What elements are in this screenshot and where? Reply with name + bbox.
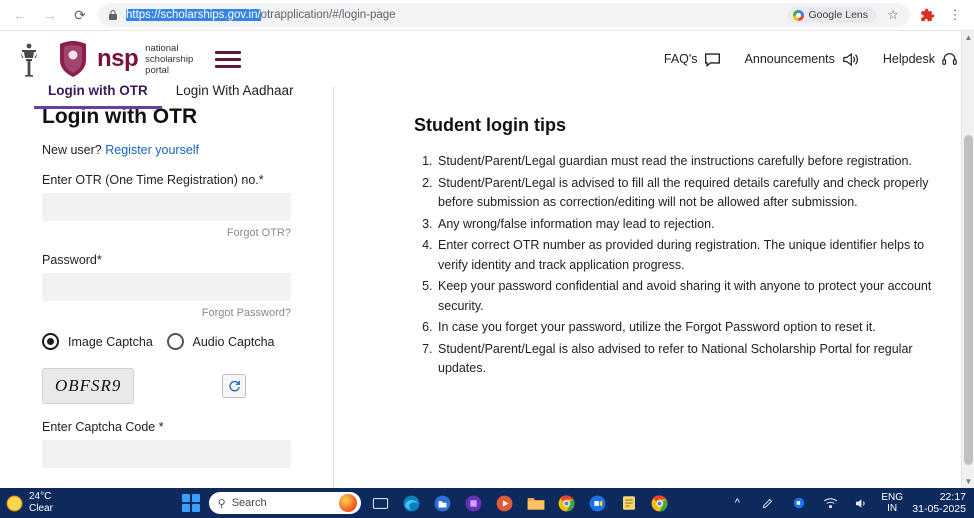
url-rest: otrapplication/#/login-page [260, 9, 396, 21]
weather-widget[interactable] [6, 491, 126, 515]
captcha-type-group [42, 333, 291, 350]
weather-condition: Clear [29, 503, 53, 514]
otr-label: Enter OTR (One Time Registration) no.* [42, 173, 264, 187]
nsp-shield-icon [56, 40, 90, 78]
captcha-code-input[interactable] [42, 440, 291, 468]
brand-line-1: national [145, 42, 179, 54]
web-page [0, 31, 974, 488]
radio-audio-captcha[interactable] [167, 333, 292, 350]
list-item: 1. Student/Parent/Legal guardian must read the instructions carefully before registration. [436, 152, 944, 172]
password-label: Password* [42, 253, 102, 267]
list-item: 6. In case you forget your password, utilize the Forgot Password option to reset it. [436, 318, 944, 338]
nsp-logo[interactable] [56, 40, 193, 78]
faq-link[interactable] [664, 52, 721, 67]
wifi-icon[interactable] [819, 492, 841, 514]
megaphone-icon [841, 52, 859, 67]
refresh-captcha-icon[interactable] [222, 374, 246, 398]
store-icon[interactable] [463, 492, 485, 514]
nsp-wordmark: nsp [97, 45, 139, 72]
list-item: 2. Student/Parent/Legal is advised to fill all the required details carefully and check properly before submission as correction/editing will not be allowed after submission. [436, 174, 944, 213]
brand-line-2: scholarship [145, 53, 194, 65]
chrome-active-icon[interactable] [649, 492, 671, 514]
radio-audio-captcha-dot[interactable] [167, 333, 184, 350]
list-item: 4. Enter correct OTR number as provided during registration. The unique identifier helps to verify identity and track application progress. [436, 236, 944, 275]
media-player-icon[interactable] [494, 492, 516, 514]
scroll-down-icon[interactable]: ▼ [964, 477, 973, 486]
scrollbar-thumb[interactable] [964, 135, 973, 465]
faq-label: FAQ's [663, 52, 698, 66]
meet-icon[interactable] [587, 492, 609, 514]
login-panel [0, 87, 334, 488]
forgot-password-link[interactable]: Forgot Password? [201, 307, 291, 319]
address-bar[interactable] [98, 3, 910, 27]
search-icon: ⚲ [217, 497, 226, 510]
star-icon[interactable]: ☆ [887, 7, 899, 22]
search-input[interactable] [209, 492, 361, 514]
url-text[interactable] [126, 9, 782, 21]
meet-tray-icon[interactable] [788, 492, 810, 514]
page-content [0, 87, 974, 488]
language-main: ENG [881, 492, 903, 503]
clock-date: 31-05-2025 [912, 503, 966, 515]
new-user-label: New user? [42, 143, 102, 157]
page-scrollbar[interactable] [961, 31, 974, 488]
weather-temperature: 24°C [29, 491, 52, 502]
captcha-row [42, 368, 291, 404]
tips-panel [334, 87, 974, 488]
helpdesk-link[interactable] [883, 51, 958, 67]
new-user-row [42, 143, 291, 157]
announcements-label: Announcements [744, 52, 835, 66]
clock-time: 22:17 [939, 491, 966, 503]
tips-title: Student login tips [414, 115, 566, 135]
puzzle-icon[interactable] [916, 4, 938, 26]
register-yourself-link[interactable]: Register yourself [105, 143, 200, 157]
captcha-image: OBFSR9 [42, 368, 134, 404]
tips-list [414, 152, 944, 379]
chat-bubble-icon [704, 52, 721, 67]
headset-icon [941, 51, 958, 67]
radio-image-captcha-dot[interactable] [42, 333, 59, 350]
page-title: Login with OTR [42, 105, 198, 128]
announcements-link[interactable] [745, 52, 859, 67]
google-lens-icon [793, 10, 804, 21]
brand-line-3: portal [145, 64, 169, 76]
clock[interactable] [912, 491, 966, 515]
reload-icon[interactable]: ⟳ [74, 6, 86, 23]
back-arrow-icon[interactable]: ← [13, 7, 27, 23]
taskbar-center [126, 492, 726, 514]
radio-image-captcha[interactable] [42, 333, 167, 350]
edge-browser-icon[interactable] [401, 492, 423, 514]
tab-login-with-otr[interactable]: Login with OTR [34, 77, 162, 109]
list-item: 7. Student/Parent/Legal is also advised to refer to National Scholarship Portal for regular updates. [436, 340, 944, 379]
scroll-up-icon[interactable]: ▲ [964, 33, 973, 42]
captcha-code-label: Enter Captcha Code * [42, 420, 164, 434]
pen-icon[interactable] [757, 492, 779, 514]
system-tray [726, 491, 968, 515]
otr-input[interactable] [42, 193, 291, 221]
chrome-icon[interactable] [556, 492, 578, 514]
three-dot-menu-icon[interactable]: ⋮ [948, 7, 962, 22]
password-input[interactable] [42, 273, 291, 301]
windows-taskbar [0, 488, 974, 518]
site-info-icon[interactable] [106, 8, 120, 22]
google-lens-button[interactable] [788, 7, 876, 23]
radio-audio-captcha-label: Audio Captcha [192, 334, 275, 349]
language-sub: IN [887, 503, 898, 514]
copilot-icon[interactable] [339, 494, 357, 512]
search-placeholder: Search [231, 497, 267, 509]
tab-login-with-aadhaar[interactable]: Login With Aadhaar [175, 83, 294, 98]
folder-icon[interactable] [525, 492, 547, 514]
language-indicator[interactable] [881, 492, 903, 514]
task-view-icon[interactable] [370, 492, 392, 514]
forward-arrow-icon[interactable]: → [43, 7, 57, 23]
sun-icon [6, 495, 23, 512]
list-item: 3. Any wrong/false information may lead to rejection. [436, 215, 944, 235]
volume-icon[interactable] [850, 492, 872, 514]
helpdesk-label: Helpdesk [882, 52, 935, 66]
login-tabs [34, 77, 308, 109]
list-item: 5. Keep your password confidential and avoid sharing it with anyone to protect your account security. [436, 277, 944, 316]
radio-image-captcha-label: Image Captcha [68, 334, 153, 349]
file-explorer-blue-icon[interactable] [432, 492, 454, 514]
google-lens-label: Google Lens [808, 9, 868, 21]
forgot-otr-link[interactable]: Forgot OTR? [226, 227, 291, 239]
menu-hamburger-icon[interactable] [215, 51, 241, 68]
national-emblem-icon [16, 39, 42, 79]
browser-toolbar [0, 0, 974, 31]
show-hidden-icons-chevron[interactable]: ^ [734, 497, 740, 509]
notepad-icon[interactable] [618, 492, 640, 514]
header-links [664, 51, 958, 67]
windows-start-icon[interactable] [182, 494, 200, 512]
url-selected: https://scholarships.gov.in/ [126, 9, 261, 21]
